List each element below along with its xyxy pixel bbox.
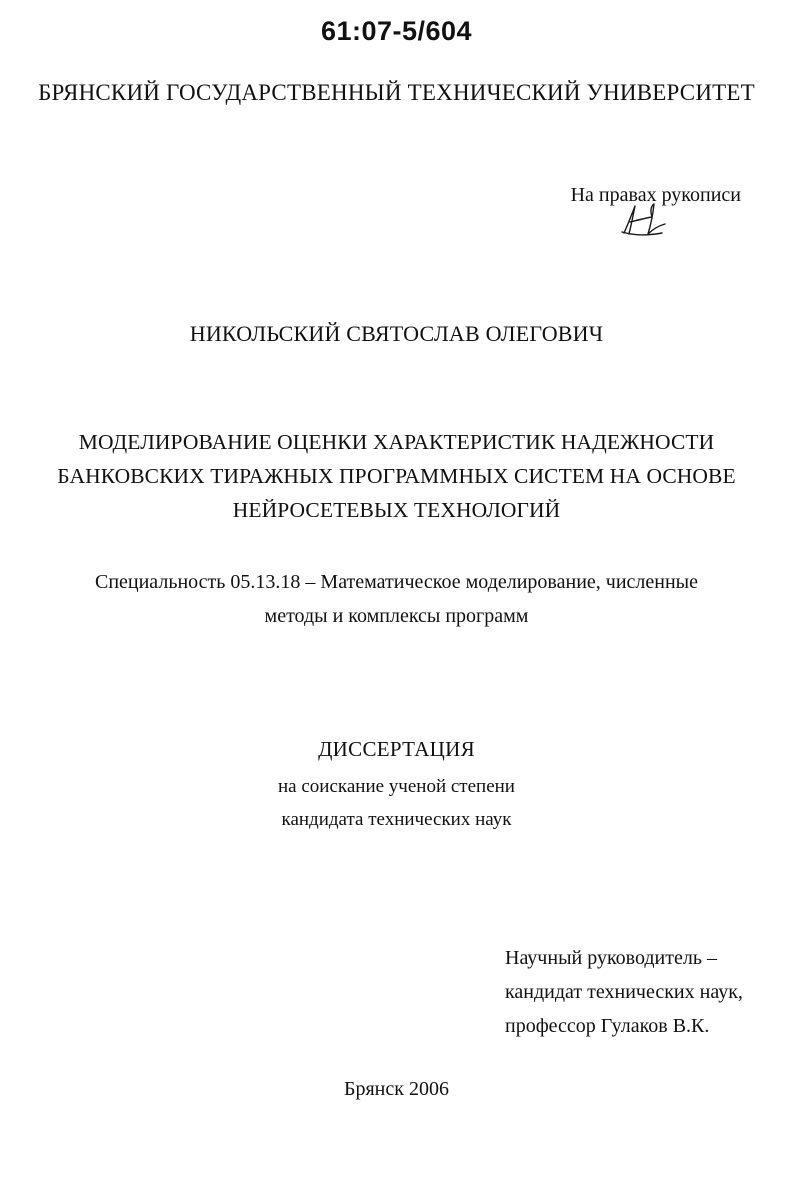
- specialty-line: методы и комплексы программ: [264, 605, 529, 627]
- specialty-line: Специальность 05.13.18 – Математическое моделирование, численные: [94, 571, 698, 593]
- handwritten-signature: [618, 202, 668, 238]
- author-name: НИКОЛЬСКИЙ СВЯТОСЛАВ ОЛЕГОВИЧ: [189, 321, 604, 346]
- supervisor: [505, 941, 743, 1043]
- supervisor-line: Научный руководитель –: [505, 947, 717, 969]
- title-line: МОДЕЛИРОВАНИЕ ОЦЕНКИ ХАРАКТЕРИСТИК НАДЕЖНОСТИ: [78, 430, 715, 454]
- work-type: ДИССЕРТАЦИЯ: [318, 737, 475, 761]
- degree-line: на соискание ученой степени: [278, 776, 515, 797]
- title-line: НЕЙРОСЕТЕВЫХ ТЕХНОЛОГИЙ: [232, 498, 561, 522]
- dissertation-title: [0, 425, 793, 527]
- supervisor-line: профессор Гулаков В.К.: [505, 1015, 710, 1037]
- document-code: 61:07-5/604: [320, 16, 473, 46]
- title-line: БАНКОВСКИХ ТИРАЖНЫХ ПРОГРАММНЫХ СИСТЕМ НА ОСНОВЕ: [57, 464, 736, 488]
- manuscript-note: На правах рукописи: [570, 184, 741, 206]
- degree: [0, 770, 793, 836]
- university-name: БРЯНСКИЙ ГОСУДАРСТВЕННЫЙ ТЕХНИЧЕСКИЙ УНИВЕРСИТЕТ: [38, 80, 755, 105]
- city-year: Брянск 2006: [344, 1078, 449, 1100]
- degree-line: кандидата технических наук: [281, 809, 512, 830]
- specialty: [0, 565, 793, 633]
- supervisor-line: кандидат технических наук,: [505, 981, 743, 1003]
